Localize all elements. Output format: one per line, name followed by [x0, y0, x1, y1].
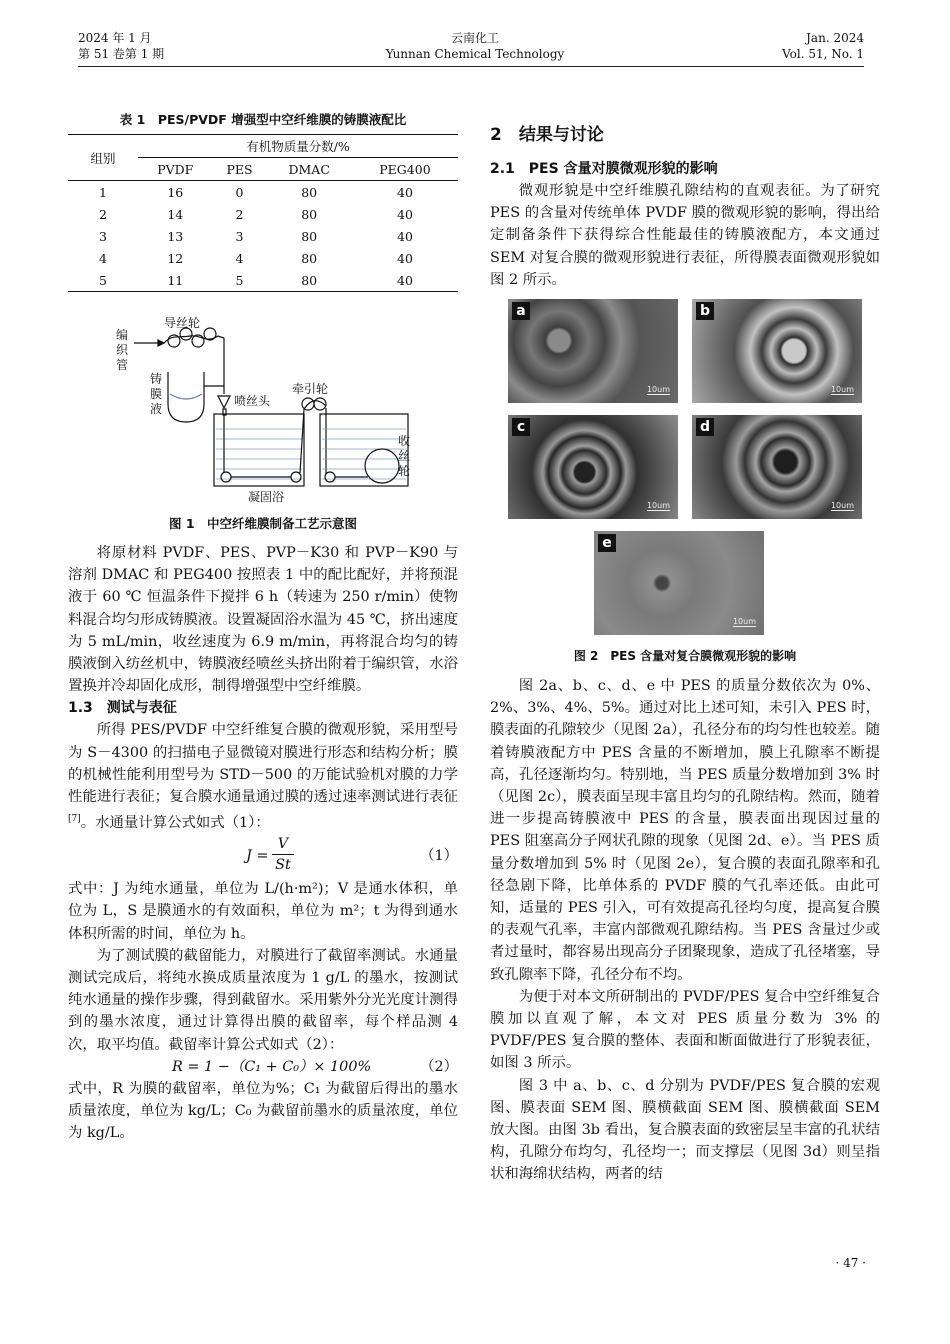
- paragraph: [68, 719, 458, 834]
- subsection-heading: 2.1 PES 含量对膜微观形貌的影响: [490, 161, 718, 177]
- paragraph: 图 2a、b、c、d、e 中 PES 的质量分数依次为 0%、2%、3%、4%、5%。通过对比上述可知，未引入 PES 时，膜表面的孔隙较少（见图 2a），孔径分布的均匀性也较差。随着铸膜液配方中 PES 含量的不断增加，膜上孔隙率不断提高，孔径逐渐均匀。特别地，当 PES 质量分数增加到 3% 时（见图 2c），膜表面呈现丰富且均匀的孔隙结构。然而，随着进一步提高铸膜液中 PES 的含量，膜表面出现因过量的 PES 阻塞高分子网状孔隙的现象（见图 2d、e）。当 PES 质量分数增加到 5% 时（见图 2e），复合膜的表面孔隙率和孔径急剧下降，比单体系的 PVDF 膜的气孔率还低。由此可知，适量的 PES 引入，可有效提高孔径均匀度，提高复合膜的表观气孔率，丰富内部微观孔隙结构。当 PES 含量过少或者过量时，都容易出现高分子团聚现象，造成了孔径堵塞，导致孔隙率下降，孔径分布不均。: [490, 678, 880, 983]
- figure2-caption: 图 2 PES 含量对复合膜微观形貌的影响: [573, 649, 797, 664]
- table-cell: 3: [235, 228, 244, 244]
- table1-col-header: PEG400: [379, 161, 431, 177]
- table-cell: 2: [235, 206, 244, 222]
- label-guide-wheel: 导丝轮: [164, 316, 201, 330]
- table-cell: 40: [397, 272, 413, 288]
- table-cell: 12: [167, 250, 184, 266]
- panel-label: e: [598, 534, 616, 552]
- header-right: [782, 30, 864, 62]
- table-cell: 0: [235, 184, 244, 200]
- label-char: 收: [398, 434, 411, 448]
- table1-group-header: 组别: [90, 150, 116, 166]
- scale-bar: 10um: [646, 385, 670, 395]
- table-cell: 5: [99, 272, 107, 288]
- sem-image-b: [692, 299, 862, 403]
- table-cell: 40: [397, 206, 413, 222]
- table-cell: 40: [397, 228, 413, 244]
- eq2-body: R = 1 −（C₁ + C₀）× 100%: [172, 1058, 372, 1075]
- table-cell: 80: [301, 228, 318, 244]
- sem-image-e: [594, 531, 764, 635]
- table-cell: 2: [99, 206, 107, 222]
- table-cell: 3: [99, 228, 107, 244]
- equation-2: [68, 1056, 458, 1078]
- eq2-number: （2）: [420, 1058, 458, 1075]
- table-cell: 13: [167, 228, 184, 244]
- label-char: 编: [116, 328, 129, 342]
- table-cell: 1: [99, 184, 107, 200]
- header-center: [375, 30, 575, 62]
- paragraph: 为便于对本文所研制出的 PVDF/PES 复合中空纤维复合膜加以直观了解，本文对 PES 质量分数为 3% 的 PVDF/PES 复合膜的整体、表面和断面做进行了形貌表征，如图 3 所示。: [490, 988, 880, 1072]
- table-row: [68, 203, 458, 225]
- table-cell: 5: [235, 272, 244, 288]
- journal-name-cn: 云南化工: [450, 31, 499, 45]
- table-cell: 11: [167, 272, 184, 288]
- table-row: [68, 225, 458, 247]
- citation: [7]: [68, 814, 81, 825]
- equation-1: [68, 834, 458, 878]
- table-cell: 80: [301, 184, 318, 200]
- eq1-number: （1）: [420, 848, 458, 865]
- table1-caption: 表 1 PES/PVDF 增强型中空纤维膜的铸膜液配比: [119, 112, 407, 127]
- header-rule: [78, 66, 864, 67]
- section-heading: 1.3 测试与表征: [68, 700, 177, 717]
- eq1-denominator: St: [275, 857, 291, 874]
- table1-span-header: 有机物质量分数/%: [138, 135, 458, 158]
- journal-name-en: Yunnan Chemical Technology: [385, 47, 565, 61]
- label-braided-tube: [116, 328, 130, 373]
- table1-col-header: DMAC: [288, 161, 330, 177]
- label-coagulation-bath: 凝固浴: [248, 490, 285, 504]
- label-casting-solution: [150, 372, 164, 417]
- right-column: [490, 122, 880, 1186]
- scale-bar: 10um: [830, 385, 854, 395]
- table-cell: 80: [301, 250, 318, 266]
- label-char: 膜: [150, 387, 163, 401]
- eq1-lhs: J =: [246, 848, 269, 865]
- table-cell: 80: [301, 272, 318, 288]
- table-cell: 80: [301, 206, 318, 222]
- table-cell: 4: [235, 250, 244, 266]
- table1: [68, 134, 458, 292]
- sem-image-a: [508, 299, 678, 403]
- label-collect-wheel: [398, 434, 412, 479]
- panel-label: b: [696, 302, 714, 320]
- table-cell: 4: [99, 250, 107, 266]
- panel-label: c: [512, 418, 530, 436]
- scale-bar: 10um: [732, 617, 756, 627]
- figure1-caption: 图 1 中空纤维膜制备工艺示意图: [168, 516, 358, 531]
- table1-col-header: PES: [226, 161, 253, 177]
- figure2: [490, 299, 880, 671]
- paragraph: 将原材料 PVDF、PES、PVP－K30 和 PVP－K90 与溶剂 DMAC 和 PEG400 按照表 1 中的配比配好，并将预混液于 60 ℃ 恒温条件下搅拌 6 h（转速为 250 r/min）使物料混合均匀形成铸膜液。设置凝固浴水温为 45 ℃，挤出速度为 5 mL/min，收丝速度为 6.9 m/min，再将混合均匀的铸膜液倒入纺丝机中，铸膜液经喷丝头挤出附着于编织管，水浴置换并冷却固化成形，制得增强型中空纤维膜。: [68, 545, 458, 695]
- table-cell: 14: [167, 206, 184, 222]
- section-heading: 2 结果与讨论: [490, 125, 604, 145]
- figure1: [68, 314, 458, 532]
- label-spinneret: 喷丝头: [234, 394, 271, 408]
- label-char: 丝: [398, 449, 411, 463]
- header-date-en: Jan. 2024: [806, 31, 864, 45]
- table1-col-header: PVDF: [157, 161, 194, 177]
- label-traction-wheel: 牵引轮: [292, 382, 329, 396]
- page-number: · 47 ·: [835, 1256, 866, 1270]
- label-char: 液: [150, 402, 163, 416]
- eq1-numerator: V: [272, 834, 294, 855]
- table-row: [68, 181, 458, 204]
- table-cell: 40: [397, 250, 413, 266]
- paragraph: 为了测试膜的截留能力，对膜进行了截留率测试。水通量测试完成后，将纯水换成质量浓度为 1 g/L 的墨水，按测试纯水通量的操作步骤，得到截留水。采用紫外分光光度计测得到的墨水浓度，通过计算得出膜的截留率，每个样品测 4 次，取平均值。截留率计算公式如式（2）：: [68, 947, 458, 1053]
- panel-label: a: [512, 302, 530, 320]
- header-date: 2024 年 1 月: [78, 31, 152, 45]
- paragraph-text: 所得 PES/PVDF 中空纤维复合膜的微观形貌，采用型号为 S－4300 的扫描电子显微镜对膜进行形态和结构分析；膜的机械性能利用型号为 STD－500 的万能试验机对膜的力学性能进行表征；复合膜水通量通过膜的透过速率测试进行表征: [68, 722, 458, 806]
- header-left: [78, 30, 164, 62]
- paragraph: 式中：J 为纯水通量，单位为 L/(h·m²)；V 是通水体积，单位为 L，S 是膜通水的有效面积，单位为 m²；t 为得到通水体积所需的时间，单位为 h。: [68, 881, 458, 942]
- paragraph: 微观形貌是中空纤维膜孔隙结构的直观表征。为了研究 PES 的含量对传统单体 PVDF 膜的微观形貌的影响，得出给定制备条件下获得综合性能最佳的铸膜液配方，本文通过 SEM 对复合膜的微观形貌进行表征，所得膜表面微观形貌如图 2 所示。: [490, 183, 880, 288]
- label-char: 管: [116, 358, 129, 372]
- paragraph: 图 3 中 a、b、c、d 分别为 PVDF/PES 复合膜的宏观图、膜表面 SEM 图、膜横截面 SEM 图、膜横截面 SEM 放大图。由图 3b 看出，复合膜表面的致密层呈丰富的孔状结构，孔隙分布均匀，孔径均一；而支撑层（见图 3d）则呈指状和海绵状结构，两者的结: [490, 1077, 880, 1183]
- header-volume-en: Vol. 51, No. 1: [782, 47, 864, 61]
- scale-bar: 10um: [646, 501, 670, 511]
- left-column: [68, 110, 458, 1144]
- label-char: 铸: [150, 372, 163, 386]
- paragraph: 式中，R 为膜的截留率，单位为%；C₁ 为截留后得出的墨水质量浓度，单位为 kg/L；C₀ 为截留前墨水的质量浓度，单位为 kg/L。: [68, 1080, 458, 1142]
- table-row: [68, 247, 458, 269]
- paragraph-text: 。水通量计算公式如式（1）：: [80, 815, 270, 832]
- header-volume: 第 51 卷第 1 期: [78, 47, 165, 61]
- label-char: 织: [116, 343, 129, 357]
- scale-bar: 10um: [830, 501, 854, 511]
- label-char: 轮: [398, 464, 411, 478]
- sem-image-c: [508, 415, 678, 519]
- sem-image-d: [692, 415, 862, 519]
- table-cell: 16: [167, 184, 184, 200]
- table-row: [68, 269, 458, 292]
- table-cell: 40: [397, 184, 413, 200]
- panel-label: d: [696, 418, 714, 436]
